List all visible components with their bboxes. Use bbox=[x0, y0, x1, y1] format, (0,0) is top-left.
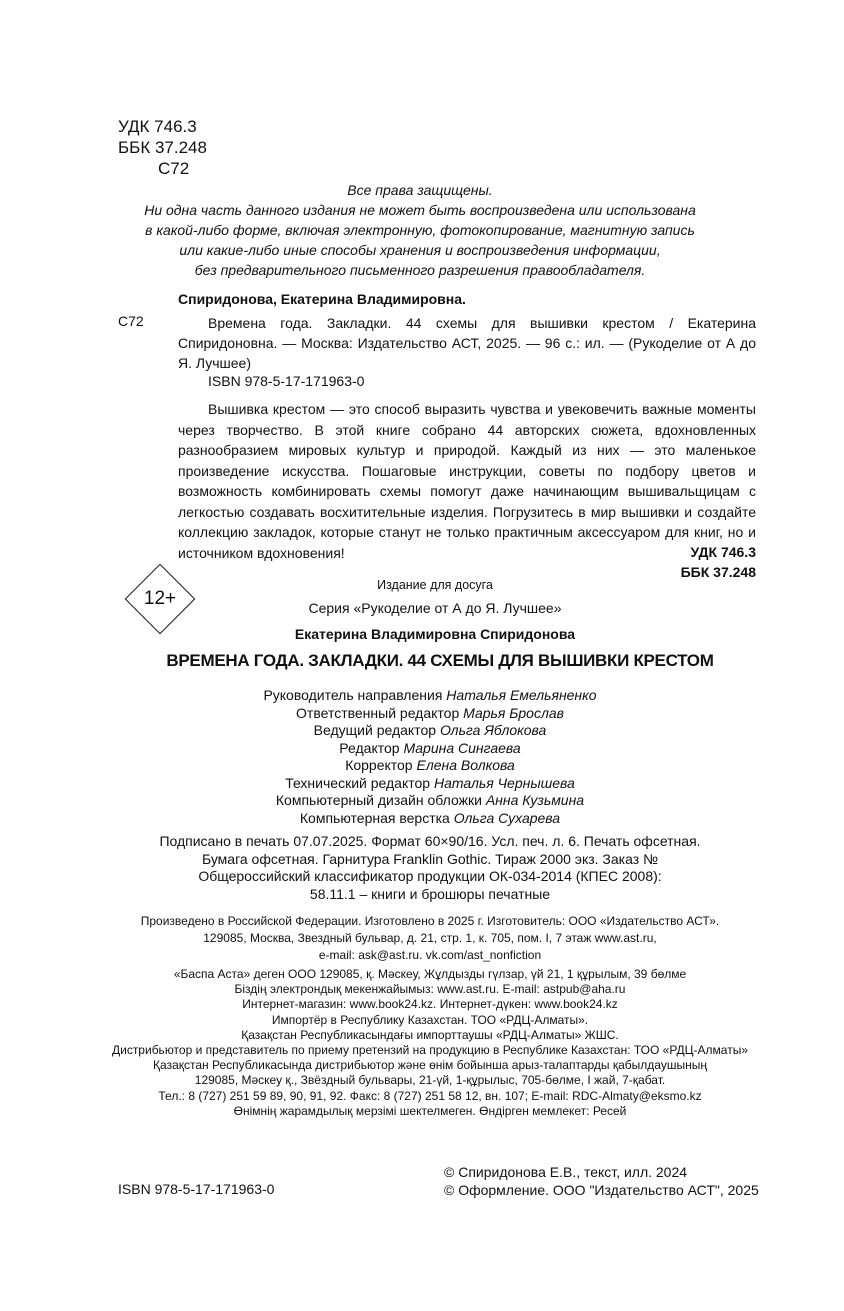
kz-line: Тел.: 8 (727) 251 59 89, 90, 91, 92. Факс: 8 (727) 251 58 12, вн. 107; E-mail: RDC-Almaty@eksmo.kz bbox=[158, 1088, 702, 1103]
print-info-line: Общероссийский классификатор продукции ОК-034-2014 (КПЕС 2008): bbox=[198, 868, 662, 884]
catalog-annotation: Вышивка крестом — это способ выразить чувства и увековечить важные моменты через творчество. В этой книге собрано 44 авторских сюжета, вдохновленных разнообразием мировых культур и природой. Каждый из них — это маленькое произведение искусства. Пошаговые инструкции, советы по подбору цветов и возможность комбинировать схемы помогут даже начинающим вышивальщицам с легкостью создавать восхитительные изделия. Погрузитесь в мир вышивки и создайте коллекцию закладок, которые станут не только практичным аксессуаром для книг, но и источником вдохновения! bbox=[178, 401, 756, 561]
credit-name: Анна Кузьмина bbox=[485, 792, 585, 808]
credit-line bbox=[200, 705, 660, 723]
credit-line bbox=[200, 687, 660, 705]
manufacturer-line: 129085, Москва, Звездный бульвар, д. 21, стр. 1, к. 705, пом. I, 7 этаж www.ast.ru, bbox=[203, 931, 657, 945]
footer-isbn: ISBN 978-5-17-171963-0 bbox=[118, 1181, 275, 1197]
author-mark: С72 bbox=[158, 159, 190, 178]
edition-type: Издание для досуга bbox=[377, 578, 493, 592]
author-full-name: Екатерина Владимировна Спиридонова bbox=[294, 626, 576, 642]
kz-line: 129085, Мәскеу қ., Звёздный бульвары, 21-үй, 1-құрылыс, 705-бөлме, I жай, 7-қабат. bbox=[194, 1073, 666, 1088]
manufacturer-info bbox=[100, 913, 760, 964]
bbk-code: ББК 37.248 bbox=[118, 138, 207, 157]
credit-name: Наталья Емельяненко bbox=[446, 687, 597, 703]
manufacturer-line: e-mail: ask@ast.ru. vk.com/ast_nonfiction bbox=[318, 948, 542, 962]
credit-name: Ольга Яблокова bbox=[439, 722, 547, 738]
kz-line: Өнімнің жарамдылық мерзімі шектелмеген. Өндірген мемлекет: Ресей bbox=[233, 1103, 627, 1118]
catalog-author-mark: С72 bbox=[118, 313, 144, 329]
kz-line: Біздің электрондық мекенжайымыз: www.ast.ru. E-mail: astpub@aha.ru bbox=[234, 982, 626, 997]
kz-line: Қазақстан Республикасында дистрибьютор және өнім бойынша арыз-талаптарды қабылдаушының bbox=[153, 1058, 707, 1073]
rights-line: в какой-либо форме, включая электронную, фотокопирование, магнитную запись bbox=[145, 222, 695, 238]
kazakhstan-info bbox=[90, 967, 770, 1119]
kz-line: Импортёр в Республику Казахстан. ТОО «РДЦ-Алматы». bbox=[271, 1012, 589, 1027]
credit-line bbox=[200, 792, 660, 810]
credit-role: Технический редактор bbox=[285, 774, 431, 791]
credit-line bbox=[200, 740, 660, 758]
classification-codes-right bbox=[640, 542, 756, 582]
credit-role: Редактор bbox=[339, 739, 400, 756]
credit-name: Марина Сингаева bbox=[403, 739, 521, 756]
catalog-description: Времена года. Закладки. 44 схемы для вышивки крестом / Екатерина Спиридоновна. — Москва: Издательство АСТ, 2025. — 96 с.: ил. — (Рукоделие от А до Я. Лучшее) bbox=[178, 315, 756, 371]
print-info-line: 58.11.1 – книги и брошюры печатные bbox=[309, 885, 551, 902]
age-rating-badge bbox=[124, 563, 196, 635]
kz-line: Қазақстан Республикасындағы импорттаушы «РДЦ-Алматы» ЖШС. bbox=[241, 1027, 619, 1042]
rights-line: Ни одна часть данного издания не может быть воспроизведена или использована bbox=[144, 202, 696, 218]
copyright-text-line: © Спиридонова Е.В., текст, илл. 2024 bbox=[444, 1164, 688, 1180]
credit-role: Руководитель направления bbox=[263, 687, 443, 703]
copyright-block bbox=[444, 1163, 759, 1199]
rights-notice bbox=[100, 180, 740, 280]
credit-name: Марья Брослав bbox=[463, 704, 564, 721]
kz-line: Дистрибьютор и представитель по приему претензий на продукцию в Республике Казахстан: ТОО «РДЦ-Алматы» bbox=[111, 1043, 749, 1058]
catalog-author: Спиридонова, Екатерина Владимировна. bbox=[178, 291, 466, 307]
kz-line: Интернет-магазин: www.book24.kz. Интернет-дүкен: www.book24.kz bbox=[242, 997, 618, 1012]
credit-line bbox=[200, 775, 660, 793]
credit-name: Ольга Сухарева bbox=[453, 809, 561, 826]
catalog-isbn: ISBN 978-5-17-171963-0 bbox=[208, 373, 365, 389]
rights-line: или какие-либо иные способы хранения и воспроизведения информации, bbox=[179, 242, 661, 258]
credits-list bbox=[200, 687, 660, 827]
print-info bbox=[100, 833, 760, 903]
credit-line bbox=[200, 757, 660, 775]
kz-line: «Баспа Аста» деген ООО 129085, қ. Мәскеу, Жұлдызды гүлзар, үй 21, 1 құрылым, 39 бөлме bbox=[173, 967, 687, 981]
book-title: ВРЕМЕНА ГОДА. ЗАКЛАДКИ. 44 СХЕМЫ ДЛЯ ВЫШИВКИ КРЕСТОМ bbox=[166, 651, 714, 670]
bbk-code: ББК 37.248 bbox=[680, 564, 756, 580]
series-name: Серия «Рукоделие от А до Я. Лучшее» bbox=[308, 600, 562, 616]
print-info-line: Бумага офсетная. Гарнитура Franklin Gothic. Тираж 2000 экз. Заказ № bbox=[201, 850, 659, 867]
rights-line: Все права защищены. bbox=[347, 182, 493, 198]
credit-name: Елена Волкова bbox=[416, 757, 515, 773]
credit-role: Корректор bbox=[345, 757, 413, 773]
credit-role: Компьютерная верстка bbox=[299, 809, 450, 826]
print-info-line: Подписано в печать 07.07.2025. Формат 60×90/16. Усл. печ. л. 6. Печать офсетная. bbox=[159, 833, 701, 849]
rights-line: без предварительного письменного разрешения правообладателя. bbox=[194, 262, 646, 278]
credit-name: Наталья Чернышева bbox=[433, 774, 575, 791]
credit-line bbox=[200, 722, 660, 740]
udk-code: УДК 746.3 bbox=[118, 117, 197, 136]
copyright-design-line: © Оформление. ООО "Издательство АСТ", 2025 bbox=[444, 1182, 759, 1198]
udk-code: УДК 746.3 bbox=[690, 544, 756, 560]
credit-role: Компьютерный дизайн обложки bbox=[275, 792, 482, 808]
classification-codes-top bbox=[118, 116, 207, 179]
manufacturer-line: Произведено в Российской Федерации. Изготовлено в 2025 г. Изготовитель: ООО «Издательство АСТ». bbox=[140, 914, 720, 928]
credit-role: Ведущий редактор bbox=[313, 722, 437, 738]
age-rating-text: 12+ bbox=[143, 588, 177, 609]
credit-line bbox=[200, 810, 660, 828]
credit-role: Ответственный редактор bbox=[296, 704, 460, 721]
